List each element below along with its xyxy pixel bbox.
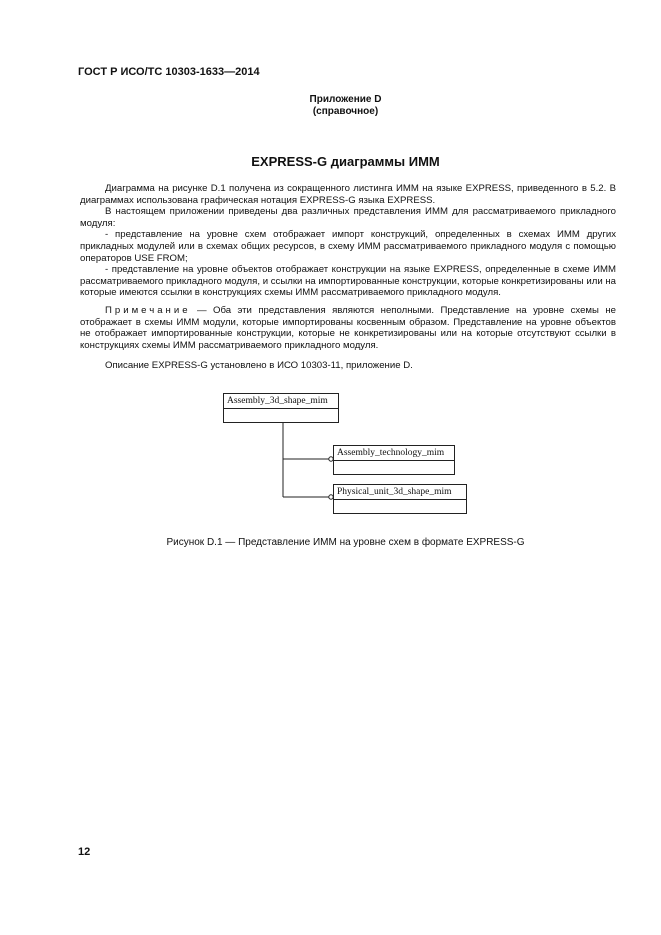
section-title: EXPRESS-G диаграммы ИММ (251, 154, 440, 169)
paragraph-2: В настоящем приложении приведены два различных представления ИММ для рассматриваемого прикладного модуля: (80, 206, 616, 229)
schema-box-main (223, 393, 339, 423)
schema-label-assembly-technology: Assembly_technology_mim (334, 446, 454, 461)
paragraph-1: Диаграмма на рисунке D.1 получена из сокращенного листинга ИММ на языке EXPRESS, приведенного в 5.2. В диаграммах использована графическая нотация EXPRESS-G языка EXPRESS. (80, 183, 616, 206)
paragraph-4: - представление на уровне объектов отображает конструкции на языке EXPRESS, определенные в схеме ИММ рассматриваемого прикладного модуля, и ссылки на импортированные конструкции, которые конкретизированы или на которые имеются ссылки в конструкциях схемы ИММ рассматриваемого прикладного модуля. (80, 264, 616, 299)
schema-label-main: Assembly_3d_shape_mim (224, 394, 338, 409)
standard-header: ГОСТ Р ИСО/ТС 10303-1633—2014 (78, 66, 260, 78)
annex-status: (справочное) (312, 106, 379, 117)
schema-label-physical-unit: Physical_unit_3d_shape_mim (334, 485, 466, 500)
note-label: Примечание (105, 304, 191, 316)
annex-title: Приложение D (309, 94, 382, 105)
schema-box-assembly-technology (333, 445, 455, 475)
description-paragraph: Описание EXPRESS-G установлено в ИСО 10303-11, приложение D. (105, 360, 413, 372)
note-text: — Оба эти представления являются неполными. Представление на уровне схемы не отображает в схемы ИММ модули, которые импортированы косвенным образом. Представление на уровне объектов не отображает импортированные конструкции, которые не конкретизированы или на которые отсутствуют ссылки в конструкциях схемы ИММ рассматриваемого прикладного модуля. (80, 304, 616, 351)
schema-box-physical-unit (333, 484, 467, 514)
figure-caption: Рисунок D.1 — Представление ИММ на уровне схем в формате EXPRESS-G (166, 537, 525, 548)
paragraph-3: - представление на уровне схем отображает импорт конструкций, определенных в схемах ИММ других прикладных модулей или в схемах общих ресурсов, в схему ИММ рассматриваемого прикладного модуля с помощью операторов USE FROM; (80, 229, 616, 264)
page-number: 12 (78, 846, 91, 858)
